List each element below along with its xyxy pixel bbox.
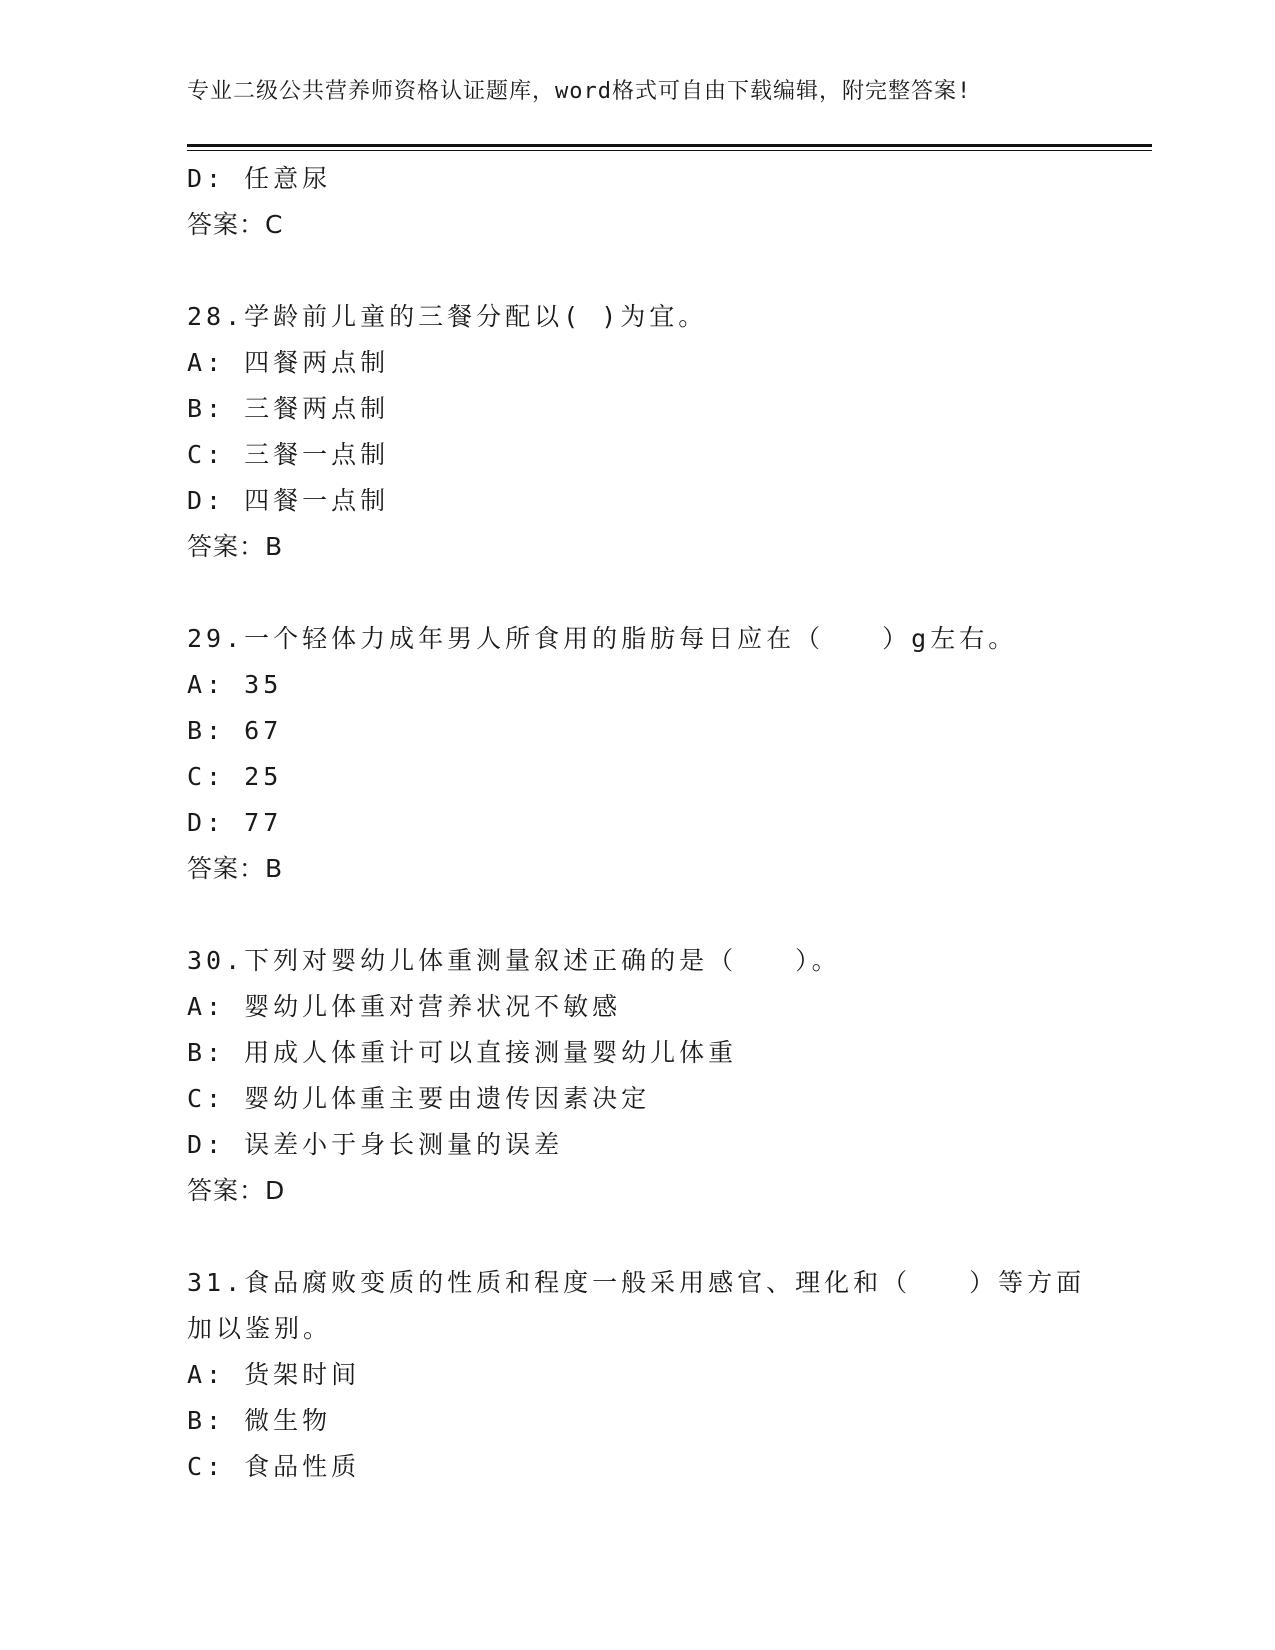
header-rule-thick — [187, 144, 1152, 147]
header-rule-thin — [187, 150, 1152, 151]
question-stem: 28.学龄前儿童的三餐分配以( )为宜。 — [187, 302, 708, 331]
page-header: 专业二级公共营养师资格认证题库，word格式可自由下载编辑，附完整答案! — [187, 79, 972, 104]
option-line: C: 25 — [187, 762, 283, 791]
option-line: C: 食品性质 — [187, 1452, 361, 1481]
answer-line: 答案：D — [187, 1176, 286, 1205]
option-line: D: 77 — [187, 808, 283, 837]
option-line: A: 货架时间 — [187, 1360, 361, 1389]
question-gap — [187, 570, 1087, 616]
option-line: B: 微生物 — [187, 1406, 332, 1435]
question-list — [187, 156, 1087, 1490]
option-line: C: 婴幼儿体重主要由遗传因素决定 — [187, 1084, 651, 1113]
option-line: A: 婴幼儿体重对营养状况不敏感 — [187, 992, 622, 1021]
question-stem: 31.食品腐败变质的性质和程度一般采用感官、理化和（ ）等方面 — [187, 1268, 1086, 1297]
questions-container — [187, 248, 1087, 1490]
question-block — [187, 1260, 1087, 1490]
option-line: B: 67 — [187, 716, 283, 745]
option-line: D: 任意尿 — [187, 164, 332, 193]
option-line: B: 三餐两点制 — [187, 394, 390, 423]
question-stem: 29.一个轻体力成年男人所食用的脂肪每日应在（ ）g左右。 — [187, 624, 1018, 653]
question-block — [187, 294, 1087, 570]
question-gap — [187, 892, 1087, 938]
option-line: D: 误差小于身长测量的误差 — [187, 1130, 564, 1159]
option-line: A: 四餐两点制 — [187, 348, 390, 377]
question-stem: 加以鉴别。 — [187, 1314, 333, 1343]
option-line: B: 用成人体重计可以直接测量婴幼儿体重 — [187, 1038, 738, 1067]
answer-line: 答案：C — [187, 210, 284, 239]
question-gap — [187, 248, 1087, 294]
option-line: A: 35 — [187, 670, 283, 699]
question-gap — [187, 1214, 1087, 1260]
question-stem: 30.下列对婴幼儿体重测量叙述正确的是（ ）。 — [187, 946, 841, 975]
answer-line: 答案：B — [187, 532, 284, 561]
question-block — [187, 938, 1087, 1214]
option-line: D: 四餐一点制 — [187, 486, 390, 515]
option-line: C: 三餐一点制 — [187, 440, 390, 469]
question-block — [187, 616, 1087, 892]
answer-line: 答案：B — [187, 854, 284, 883]
